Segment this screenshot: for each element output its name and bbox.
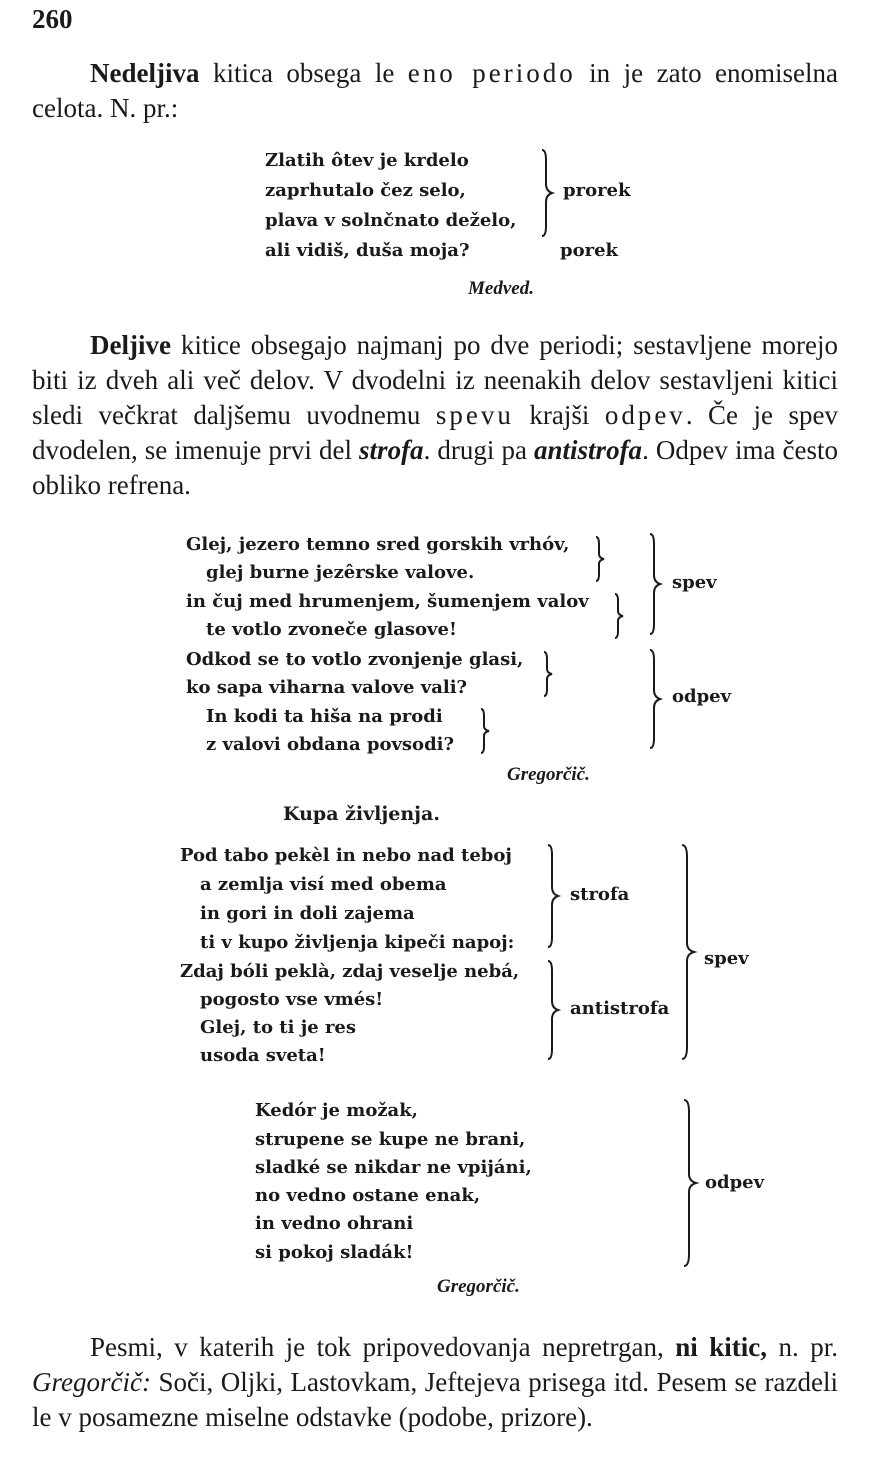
small-brace bbox=[480, 708, 492, 754]
verse-line: sladké se nikdar ne vpijáni, bbox=[255, 1157, 532, 1178]
italic-term: antistrofa bbox=[534, 435, 643, 465]
text-run: kitice obsegajo najmanj po dve periodi; sestavljene morejo biti iz dveh ali več delov. V dvodelni iz neenakih delov sestavljeni kitici sledi večkrat daljšemu uvodnemu bbox=[32, 330, 838, 430]
page-number: 260 bbox=[32, 4, 73, 34]
verse-line: ti v kupo življenja kipeči napoj: bbox=[200, 932, 515, 953]
text-run: kitica obsega le bbox=[199, 58, 408, 88]
term-nedeljiva: Nedeljiva bbox=[90, 58, 200, 88]
verse-line: z valovi obdana povsodi? bbox=[206, 734, 455, 755]
verse-line: Glej, to ti je res bbox=[200, 1017, 357, 1038]
verse-line: in čuj med hrumenjem, šumenjem valov bbox=[186, 591, 589, 612]
label-spev: spev bbox=[704, 948, 749, 969]
author-attribution: Gregorčič. bbox=[507, 764, 590, 785]
bold-term: ni kitic, bbox=[675, 1332, 768, 1362]
label-strofa: strofa bbox=[570, 884, 630, 905]
label-porek: porek bbox=[560, 240, 618, 261]
label-odpev: odpev bbox=[672, 686, 732, 707]
small-brace bbox=[543, 651, 555, 697]
verse-line: ko sapa viharna valove vali? bbox=[186, 677, 468, 698]
label-spev: spev bbox=[672, 572, 717, 593]
paragraph-nedeljiva bbox=[32, 56, 838, 126]
verse-line: ali vidiš, duša moja? bbox=[265, 240, 470, 261]
verse-line: Zlatih ôtev je krdelo bbox=[265, 150, 469, 171]
brace-antistrofa bbox=[546, 959, 562, 1061]
spaced-term: odpev bbox=[604, 400, 686, 430]
text-run: krajši bbox=[513, 400, 605, 430]
spaced-term: spevu bbox=[435, 400, 514, 430]
spaced-term: eno periodo bbox=[407, 58, 576, 88]
text-run: . Odpev ima često obliko refrena. bbox=[32, 435, 838, 500]
verse-line: in vedno ohrani bbox=[255, 1213, 414, 1234]
verse-line: Glej, jezero temno sred gorskih vrhóv, bbox=[186, 534, 570, 555]
verse-line: glej burne jezêrske valove. bbox=[206, 562, 475, 583]
verse-line: strupene se kupe ne brani, bbox=[255, 1129, 526, 1150]
small-brace bbox=[595, 536, 607, 582]
brace-spev-outer bbox=[680, 843, 698, 1061]
paragraph-pesmi bbox=[32, 1330, 838, 1435]
label-prorek: prorek bbox=[563, 180, 631, 201]
verse-line: te votlo zvoneče glasove! bbox=[206, 619, 457, 640]
brace-strofa bbox=[546, 843, 562, 949]
verse-line: no vedno ostane enak, bbox=[255, 1185, 481, 1206]
brace-prorek bbox=[540, 148, 556, 238]
author-attribution: Medved. bbox=[468, 278, 534, 299]
author-attribution: Gregorčič. bbox=[437, 1276, 520, 1297]
text-run: in je zato enomiselna celota. N. pr.: bbox=[32, 58, 838, 123]
verse-line: a zemlja visí med obema bbox=[200, 874, 447, 895]
brace-odpev bbox=[682, 1098, 700, 1268]
verse-line: usoda sveta! bbox=[200, 1045, 326, 1066]
verse-line: Zdaj bóli peklà, zdaj veselje nebá, bbox=[180, 961, 520, 982]
poem-title: Kupa življenja. bbox=[283, 803, 440, 825]
text-run: n. pr. bbox=[767, 1332, 838, 1362]
label-antistrofa: antistrofa bbox=[570, 998, 670, 1019]
text-run: Soči, Oljki, Lastovkam, Jeftejeva prisega itd. Pesem se razdeli le v posamezne miselne odstavke (podobe, prizore). bbox=[32, 1367, 838, 1432]
brace-spev bbox=[648, 532, 664, 636]
verse-line: si pokoj sladák! bbox=[255, 1242, 414, 1263]
paragraph-deljive bbox=[32, 328, 838, 503]
verse-line: In kodi ta hiša na prodi bbox=[206, 706, 443, 727]
verse-line: Kedór je možak, bbox=[255, 1100, 418, 1121]
verse-line: Odkod se to votlo zvonjenje glasi, bbox=[186, 649, 524, 670]
verse-line: Pod tabo pekèl in nebo nad teboj bbox=[180, 845, 512, 866]
verse-line: plava v solnčnato deželo, bbox=[265, 210, 517, 231]
small-brace bbox=[614, 593, 626, 639]
text-run: Pesmi, v katerih je tok pripovedovanja nepretrgan, bbox=[90, 1332, 676, 1362]
verse-line: pogosto vse vmés! bbox=[200, 989, 384, 1010]
term-deljive: Deljive bbox=[90, 330, 171, 360]
italic-term: Gregorčič: bbox=[32, 1367, 151, 1397]
label-odpev: odpev bbox=[705, 1172, 765, 1193]
verse-line: in gori in doli zajema bbox=[200, 903, 415, 924]
verse-line: zaprhutalo čez selo, bbox=[265, 180, 466, 201]
brace-odpev bbox=[648, 648, 664, 750]
italic-term: strofa bbox=[359, 435, 424, 465]
text-run: . Če je spev dvodelen, se imenuje prvi del bbox=[32, 400, 838, 465]
text-run: . drugi pa bbox=[423, 435, 535, 465]
